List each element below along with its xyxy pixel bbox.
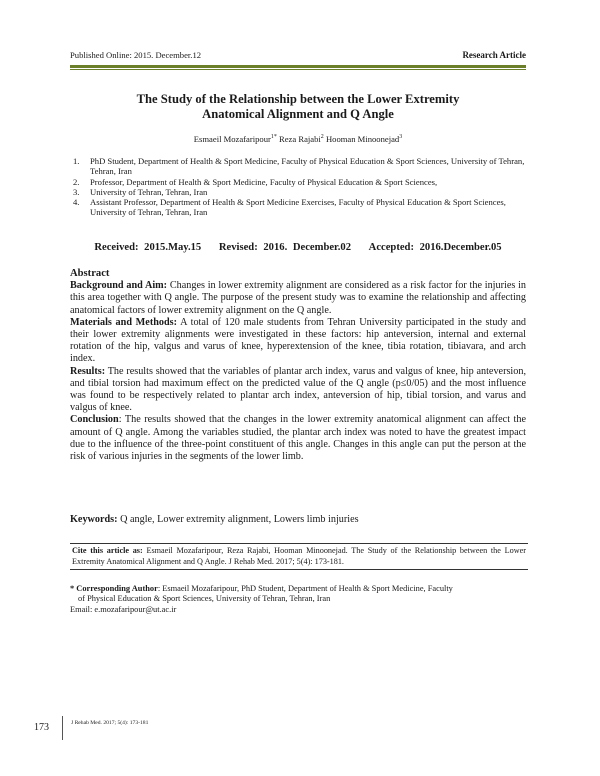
affiliation-item: 2. Professor, Department of Health & Sport Medicine, Faculty of Physical Education & Sport Sciences, xyxy=(73,176,438,187)
abstract xyxy=(70,268,526,463)
abstract-methods: Materials and Methods: A total of 120 male students from Tehran University participated in the study and their lower extremity alignments were investigated in these factors: hip anteversion, internal and external rotation of the hip, valgus and varus of knee, hyperextension of the knee, tibia rotation, tibiavara, and arch index. xyxy=(70,316,527,365)
affiliation-item: 3. University of Tehran, Tehran, Iran xyxy=(73,186,208,197)
received-date: Received: 2015.May.15 xyxy=(94,242,202,253)
revised-date: Revised: 2016. December.02 xyxy=(218,242,352,253)
footer-divider xyxy=(62,716,63,740)
author-2: Reza Rajabi xyxy=(279,134,321,144)
author-1: Esmaeil Mozafaripour xyxy=(193,134,271,144)
header-rule-thin xyxy=(70,69,526,70)
cite-text: Esmaeil Mozafaripour, Reza Rajabi, Hooman Minoonejad. The Study of the Relationship between the Lower Extremity Anatomical Alignment and Q Angle. J Rehab Med. 2017; 5(4): 173-181. xyxy=(72,546,526,566)
author-3: Hooman Minoonejad xyxy=(325,134,400,144)
abstract-conclusion: Conclusion: The results showed that the changes in the lower extremity anatomical alignment can affect the amount of Q angle. Among the variables studied, the plantar arch index was noted to have the greatest impact due to the influence of the three-point constituent of this angle. Changes in this angle can put the person at the risk of various injuries in the segments of the lower limb. xyxy=(70,414,526,463)
published-date: Published Online: 2015. December.12 xyxy=(70,50,202,60)
corresponding-author: * Corresponding Author: Esmaeil Mozafaripour, PhD Student, Department of Health & Sport Medicine, Faculty of Physical Education & Sport Sciences, University of Tehran, Tehran, Iran Email: e.mozafaripour@ut.ac.ir xyxy=(70,584,453,614)
abstract-background: Background and Aim: Changes in lower extremity alignment are considered as a risk factor for the injuries in this area together with Q angle. The purpose of the present study was to examine the relationship and affecting anatomical factors of lower extremity alignment on the Q angle. xyxy=(70,280,527,316)
author-list xyxy=(70,134,526,144)
title-line-2: Anatomical Alignment and Q Angle xyxy=(202,107,394,121)
article-type: Research Article xyxy=(462,50,526,60)
keywords xyxy=(70,514,526,525)
title-line-1: The Study of the Relationship between the Lower Extremity xyxy=(136,92,460,106)
citation-box xyxy=(70,543,528,570)
affiliations xyxy=(70,156,540,218)
corr-label: * Corresponding Author xyxy=(70,584,158,593)
abstract-results: Results: The results showed that the variables of plantar arch index, varus and valgus of knee, hip anteversion, and tibial torsion had maximum effect on the predicted value of the Q angle (p≤0/05) and the most influence was found to be respectively related to plantar arch index, anteversion of hip, tibial torsion, and varus and valgus of knee. xyxy=(70,365,526,414)
header-rule-thick xyxy=(70,65,526,68)
article-dates xyxy=(70,242,526,253)
author-2-sup: 2 xyxy=(320,134,324,141)
abstract-heading: Abstract xyxy=(70,268,110,279)
accepted-date: Accepted: 2016.December.05 xyxy=(368,242,502,253)
author-1-sup: 1* xyxy=(270,134,277,141)
keywords-text: Q angle, Lower extremity alignment, Lowers limb injuries xyxy=(120,514,359,525)
author-3-sup: 3 xyxy=(399,134,403,141)
article-title xyxy=(70,92,526,122)
cite-label: Cite this article as: xyxy=(72,546,143,555)
corr-email: Email: e.mozafaripour@ut.ac.ir xyxy=(70,604,177,614)
keywords-label: Keywords: xyxy=(70,514,118,525)
affiliation-item: 1. PhD Student, Department of Health & Sport Medicine, Faculty of Physical Education & Sport Sciences, University of Tehran, Tehran, Iran xyxy=(73,156,525,177)
affiliation-item: 4. Assistant Professor, Department of Health & Sport Medicine Exercises, Faculty of Physical Education & Sport Sciences, University of Tehran, Tehran, Iran xyxy=(73,197,506,218)
page-number: 173 xyxy=(34,722,49,733)
footer-journal: J Rehab Med. 2017; 5(4): 173-181 xyxy=(71,720,149,726)
